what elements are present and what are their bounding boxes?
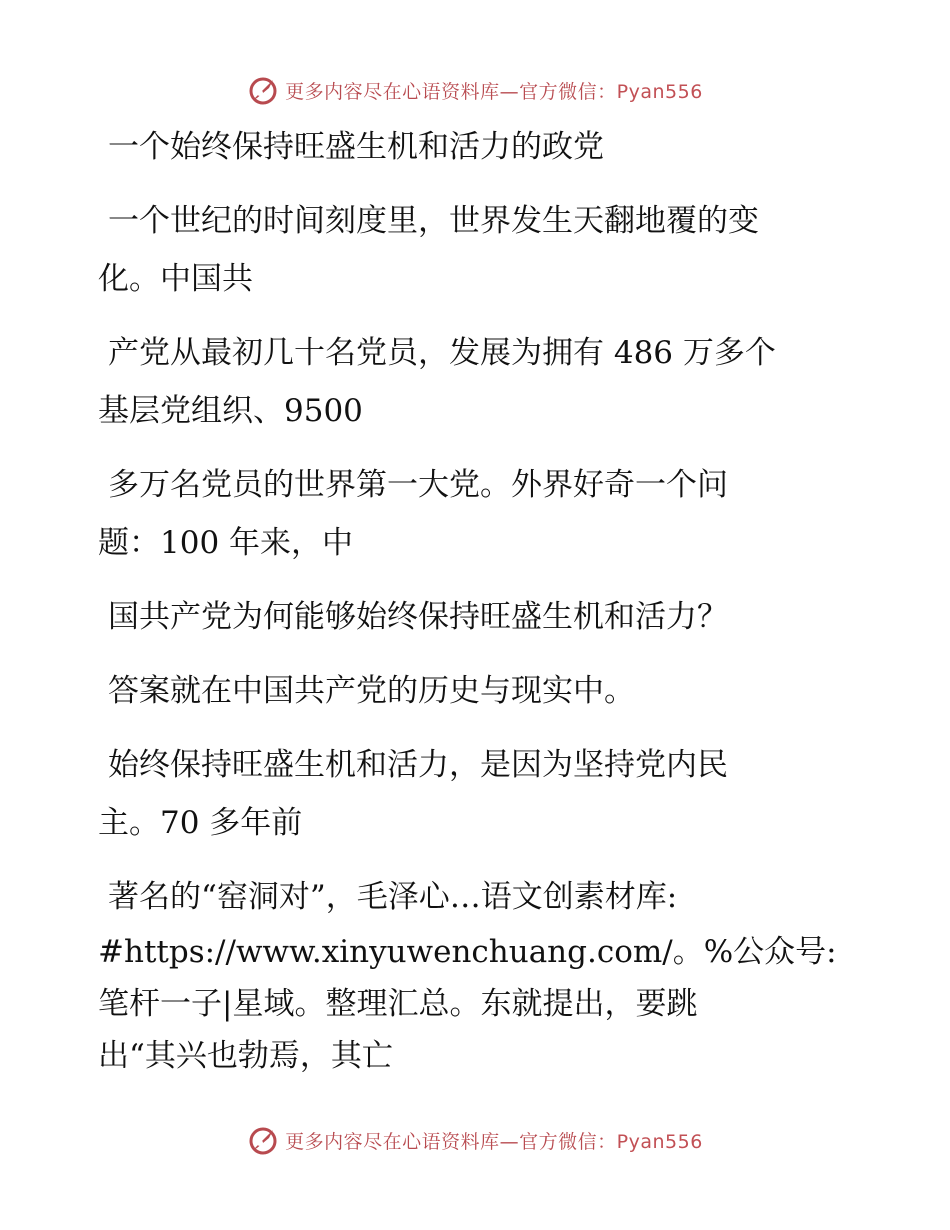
document-body: [98, 118, 858, 1082]
paragraph-line: 题：100 年来，中: [98, 525, 354, 561]
footer-watermark-text: 更多内容尽在心语资料库—官方微信：Pyan556: [285, 1130, 703, 1153]
paragraph-line: 一个始终保持旺盛生机和活力的政党: [108, 129, 604, 165]
paragraph-line: 笔杆一子|星域。整理汇总。东就提出，要跳: [98, 986, 698, 1022]
quill-logo-icon: [247, 1124, 279, 1156]
paragraph-line: 化。中国共: [98, 261, 253, 297]
paragraph-line: 始终保持旺盛生机和活力，是因为坚持党内民: [108, 747, 728, 783]
paragraph-line: 多万名党员的世界第一大党。外界好奇一个问: [108, 467, 728, 503]
header-watermark-text: 更多内容尽在心语资料库—官方微信：Pyan556: [285, 80, 703, 103]
footer-watermark: [0, 1120, 950, 1160]
header-watermark: [0, 70, 950, 110]
paragraph-line: 主。70 多年前: [98, 805, 303, 841]
paragraph-line: 出“其兴也勃焉，其亡: [98, 1038, 393, 1074]
paragraph-line: 著名的“窑洞对”，毛泽心…语文创素材库:: [108, 879, 678, 915]
paragraph-line: 答案就在中国共产党的历史与现实中。: [108, 673, 635, 709]
paragraph-line: 产党从最初几十名党员，发展为拥有 486 万多个: [108, 335, 776, 371]
paragraph-line: 国共产党为何能够始终保持旺盛生机和活力？: [108, 599, 728, 635]
paragraph-line: 基层党组织、9500: [98, 393, 363, 429]
paragraph-line: #https://www.xinyuwenchuang.com/。%公众号:: [98, 934, 837, 970]
paragraph-line: 一个世纪的时间刻度里，世界发生天翻地覆的变: [108, 203, 759, 239]
quill-logo-icon: [247, 74, 279, 106]
